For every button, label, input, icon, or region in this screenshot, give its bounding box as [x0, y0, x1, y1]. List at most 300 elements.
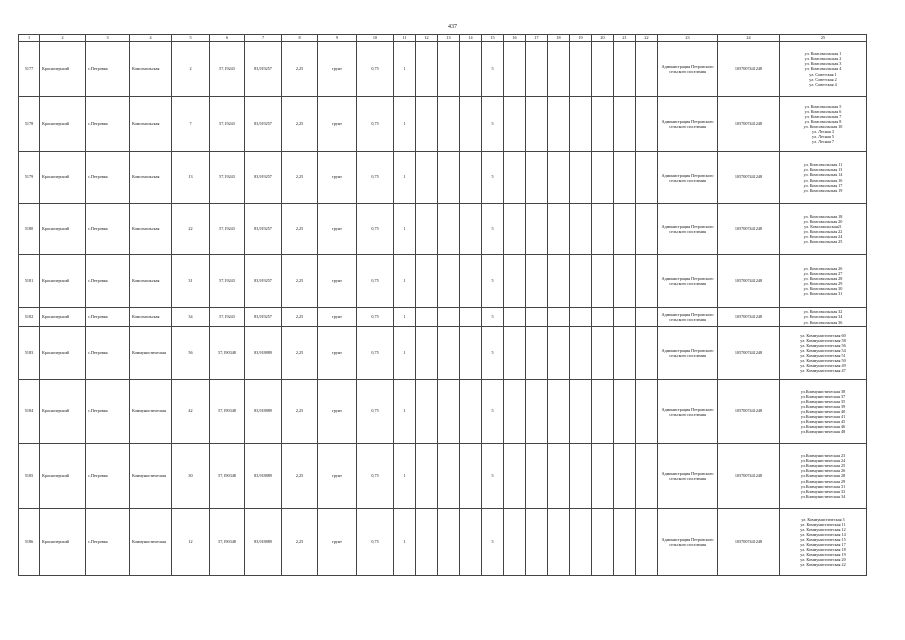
- count-cell: 1: [394, 255, 416, 308]
- district-cell: Краснозерский: [40, 152, 86, 204]
- column-header: 5: [172, 35, 210, 42]
- empty-cell: [504, 380, 526, 444]
- served-street: ул.Коммунистическая 35: [800, 398, 846, 404]
- served-street: ул. Коммунистическая 20: [800, 557, 846, 563]
- served-street: ул.Коммунистическая 45: [800, 419, 846, 425]
- empty-cell: [504, 255, 526, 308]
- served-street: ул.Коммунистическая 29: [800, 478, 846, 484]
- latitude-cell: 57,19243: [210, 97, 245, 152]
- served-streets-cell: [780, 509, 867, 576]
- latitude-cell: 57,19243: [210, 42, 245, 97]
- longitude-cell: 83,919257: [245, 97, 282, 152]
- longitude-cell: 83,919257: [245, 152, 282, 204]
- latitude-cell: 57,190348: [210, 509, 245, 576]
- house-cell: 31: [172, 255, 210, 308]
- empty-cell: [548, 509, 570, 576]
- served-street: ул. Коммунистическая 58: [800, 337, 846, 343]
- served-street: ул. Комсомольская 4: [804, 66, 842, 72]
- column-header: 13: [438, 35, 460, 42]
- empty-cell: [416, 509, 438, 576]
- served-streets-cell: [780, 42, 867, 97]
- column-header: 10: [357, 35, 394, 42]
- table-row: [19, 327, 867, 380]
- empty-cell: [460, 255, 482, 308]
- served-street: ул. Комсомольская 11: [803, 162, 843, 168]
- column-header: 15: [482, 35, 504, 42]
- area-cell: 2,25: [282, 380, 318, 444]
- empty-cell: [460, 327, 482, 380]
- settlement-cell: с.Петровка: [86, 327, 130, 380]
- served-street: ул. Комсомольская 30: [803, 286, 843, 292]
- served-street: ул. Лесная 7: [812, 139, 834, 145]
- house-cell: 12: [172, 509, 210, 576]
- empty-cell: [570, 97, 592, 152]
- volume-cell: 0,75: [357, 255, 394, 308]
- count-cell: 1: [394, 327, 416, 380]
- served-street: ул.Коммунистическая 39: [800, 403, 846, 409]
- empty-cell: [504, 444, 526, 509]
- table-row: [19, 308, 867, 327]
- empty-cell: [614, 42, 636, 97]
- empty-cell: [592, 444, 614, 509]
- empty-cell: [614, 327, 636, 380]
- served-street: ул. Комсомольская 18: [803, 213, 843, 219]
- empty-cell: [548, 152, 570, 204]
- column-header: 17: [526, 35, 548, 42]
- column-header: 1: [19, 35, 40, 42]
- served-street: ул. Комсомольская 32: [803, 309, 843, 315]
- empty-cell: [570, 327, 592, 380]
- surface-cell: грунт: [318, 42, 357, 97]
- empty-cell: [438, 509, 460, 576]
- latitude-cell: 57,190348: [210, 444, 245, 509]
- empty-cell: [438, 308, 460, 327]
- empty-cell: [592, 152, 614, 204]
- served-street: ул. Коммунистическая 12: [800, 526, 846, 532]
- surface-cell: грунт: [318, 97, 357, 152]
- house-cell: 30: [172, 444, 210, 509]
- empty-cell: [460, 308, 482, 327]
- served-street: ул. Комсомольская21: [804, 223, 842, 229]
- admin-cell: Администрация Петровского сельского поселения: [658, 97, 718, 152]
- column-header: 3: [86, 35, 130, 42]
- empty-cell: [592, 42, 614, 97]
- surface-cell: грунт: [318, 152, 357, 204]
- volume-cell: 0,75: [357, 380, 394, 444]
- ogrn-cell: 1057007441248: [718, 204, 780, 255]
- area-cell: 2,25: [282, 204, 318, 255]
- volume-cell: 0,75: [357, 152, 394, 204]
- district-cell: Краснозерский: [40, 380, 86, 444]
- registry-table: [18, 34, 867, 576]
- street-cell: Комсомольская: [130, 152, 172, 204]
- column-header: 7: [245, 35, 282, 42]
- served-street: ул. Комсомольская 16: [803, 177, 843, 183]
- count-cell: 1: [394, 152, 416, 204]
- served-street: ул. Комсомольская 27: [803, 270, 843, 276]
- empty-cell: [614, 380, 636, 444]
- longitude-cell: 83,919257: [245, 42, 282, 97]
- empty-cell: [614, 97, 636, 152]
- column-header: 16: [504, 35, 526, 42]
- empty-cell: [438, 444, 460, 509]
- empty-cell: [460, 204, 482, 255]
- empty-cell: [526, 97, 548, 152]
- settlement-cell: с.Петровка: [86, 380, 130, 444]
- empty-cell: [438, 255, 460, 308]
- latitude-cell: 57,19243: [210, 308, 245, 327]
- table-body: [19, 42, 867, 576]
- served-street: ул. Комсомольская 20: [803, 218, 843, 224]
- row-number-cell: 5178: [19, 97, 40, 152]
- admin-cell: Администрация Петровского сельского поселения: [658, 444, 718, 509]
- value-cell: 5: [482, 204, 504, 255]
- latitude-cell: 57,19243: [210, 152, 245, 204]
- empty-cell: [592, 380, 614, 444]
- volume-cell: 0,75: [357, 327, 394, 380]
- column-header: 8: [282, 35, 318, 42]
- empty-cell: [614, 444, 636, 509]
- surface-cell: грунт: [318, 509, 357, 576]
- empty-cell: [636, 444, 658, 509]
- served-street: ул. Коммунистическая 14: [800, 531, 846, 537]
- settlement-cell: с.Петровка: [86, 509, 130, 576]
- served-street: ул.Коммунистическая 31: [800, 483, 846, 489]
- served-street: ул.Коммунистическая 26: [800, 468, 846, 474]
- surface-cell: грунт: [318, 204, 357, 255]
- column-header: 19: [570, 35, 592, 42]
- row-number-cell: 5183: [19, 327, 40, 380]
- empty-cell: [526, 255, 548, 308]
- column-header: 4: [130, 35, 172, 42]
- empty-cell: [570, 509, 592, 576]
- value-cell: 5: [482, 97, 504, 152]
- served-streets-cell: [780, 204, 867, 255]
- district-cell: Краснозерский: [40, 255, 86, 308]
- row-number-cell: 5184: [19, 380, 40, 444]
- empty-cell: [526, 204, 548, 255]
- served-streets-cell: [780, 152, 867, 204]
- header-row: [19, 35, 867, 42]
- empty-cell: [504, 327, 526, 380]
- value-cell: 5: [482, 327, 504, 380]
- served-street: ул. Коммунистическая 54: [800, 347, 846, 353]
- house-cell: 7: [172, 97, 210, 152]
- value-cell: 5: [482, 255, 504, 308]
- ogrn-cell: 1057007441248: [718, 255, 780, 308]
- empty-cell: [548, 380, 570, 444]
- admin-cell: Администрация Петровского сельского поселения: [658, 308, 718, 327]
- house-cell: 13: [172, 152, 210, 204]
- street-cell: Коммунистическая: [130, 327, 172, 380]
- row-number-cell: 5181: [19, 255, 40, 308]
- admin-cell: Администрация Петровского сельского поселения: [658, 509, 718, 576]
- empty-cell: [614, 308, 636, 327]
- column-header: 22: [636, 35, 658, 42]
- latitude-cell: 57,190348: [210, 327, 245, 380]
- empty-cell: [592, 509, 614, 576]
- district-cell: Краснозерский: [40, 42, 86, 97]
- surface-cell: грунт: [318, 444, 357, 509]
- served-street: ул.Коммунистическая 23: [800, 453, 846, 459]
- column-header: 6: [210, 35, 245, 42]
- served-street: ул. Комсомольская 3: [804, 61, 842, 67]
- count-cell: 1: [394, 97, 416, 152]
- empty-cell: [570, 444, 592, 509]
- value-cell: 5: [482, 380, 504, 444]
- served-street: ул. Коммунистическая 3: [801, 516, 845, 522]
- empty-cell: [548, 97, 570, 152]
- street-cell: Коммунистическая: [130, 444, 172, 509]
- admin-cell: Администрация Петровского сельского поселения: [658, 255, 718, 308]
- value-cell: 5: [482, 42, 504, 97]
- empty-cell: [416, 327, 438, 380]
- latitude-cell: 57,190348: [210, 380, 245, 444]
- volume-cell: 0,75: [357, 308, 394, 327]
- district-cell: Краснозерский: [40, 509, 86, 576]
- empty-cell: [636, 255, 658, 308]
- count-cell: 1: [394, 42, 416, 97]
- served-street: ул. Комсомольская 36: [803, 319, 843, 325]
- count-cell: 1: [394, 444, 416, 509]
- empty-cell: [570, 308, 592, 327]
- area-cell: 2,25: [282, 327, 318, 380]
- served-street: ул. Комсомольская 17: [803, 182, 843, 188]
- empty-cell: [416, 97, 438, 152]
- area-cell: 2,25: [282, 255, 318, 308]
- ogrn-cell: 1057007441248: [718, 97, 780, 152]
- empty-cell: [570, 42, 592, 97]
- empty-cell: [592, 204, 614, 255]
- empty-cell: [504, 152, 526, 204]
- table-row: [19, 509, 867, 576]
- row-number-cell: 5180: [19, 204, 40, 255]
- empty-cell: [592, 327, 614, 380]
- empty-cell: [570, 204, 592, 255]
- empty-cell: [526, 42, 548, 97]
- served-street: ул. Комсомольская 10: [803, 124, 843, 129]
- surface-cell: грунт: [318, 255, 357, 308]
- empty-cell: [526, 380, 548, 444]
- empty-cell: [438, 97, 460, 152]
- street-cell: Комсомольская: [130, 255, 172, 308]
- served-street: ул. Коммунистическая 18: [800, 547, 846, 553]
- empty-cell: [504, 97, 526, 152]
- served-streets-cell: [780, 308, 867, 327]
- empty-cell: [416, 444, 438, 509]
- count-cell: 1: [394, 308, 416, 327]
- table-row: [19, 42, 867, 97]
- admin-cell: Администрация Петровского сельского поселения: [658, 152, 718, 204]
- ogrn-cell: 1057007441248: [718, 327, 780, 380]
- column-header: 20: [592, 35, 614, 42]
- empty-cell: [526, 152, 548, 204]
- column-header: 21: [614, 35, 636, 42]
- house-cell: 22: [172, 204, 210, 255]
- ogrn-cell: 1057007441248: [718, 380, 780, 444]
- empty-cell: [460, 42, 482, 97]
- empty-cell: [504, 42, 526, 97]
- street-cell: Комсомольская: [130, 42, 172, 97]
- served-street: ул. Комсомольская 24: [803, 234, 843, 240]
- table-row: [19, 152, 867, 204]
- empty-cell: [636, 152, 658, 204]
- empty-cell: [460, 380, 482, 444]
- settlement-cell: с.Петровка: [86, 444, 130, 509]
- empty-cell: [570, 255, 592, 308]
- house-cell: 56: [172, 327, 210, 380]
- ogrn-cell: 1057007441248: [718, 42, 780, 97]
- page-number: 437: [448, 24, 457, 30]
- empty-cell: [614, 255, 636, 308]
- served-street: ул.Коммунистическая 37: [800, 393, 846, 399]
- table-row: [19, 380, 867, 444]
- longitude-cell: 83,919257: [245, 255, 282, 308]
- area-cell: 2,25: [282, 152, 318, 204]
- ogrn-cell: 1057007441248: [718, 444, 780, 509]
- empty-cell: [636, 380, 658, 444]
- served-streets-cell: [780, 444, 867, 509]
- empty-cell: [416, 42, 438, 97]
- served-street: ул. Коммунистическая 15: [800, 536, 846, 542]
- column-header: 14: [460, 35, 482, 42]
- empty-cell: [548, 42, 570, 97]
- ogrn-cell: 1057007441248: [718, 509, 780, 576]
- empty-cell: [504, 308, 526, 327]
- longitude-cell: 83,919257: [245, 204, 282, 255]
- latitude-cell: 57,19243: [210, 204, 245, 255]
- served-street: ул. Комсомольская 14: [803, 172, 843, 178]
- served-street: ул. Комсомольская 6: [804, 108, 842, 114]
- surface-cell: грунт: [318, 327, 357, 380]
- ogrn-cell: 1057007441248: [718, 308, 780, 327]
- house-cell: 42: [172, 380, 210, 444]
- settlement-cell: с.Петровка: [86, 42, 130, 97]
- column-header: 12: [416, 35, 438, 42]
- empty-cell: [438, 380, 460, 444]
- column-header: 24: [718, 35, 780, 42]
- empty-cell: [548, 204, 570, 255]
- house-cell: 34: [172, 308, 210, 327]
- row-number-cell: 5185: [19, 444, 40, 509]
- empty-cell: [636, 327, 658, 380]
- empty-cell: [504, 204, 526, 255]
- settlement-cell: с.Петровка: [86, 308, 130, 327]
- count-cell: 1: [394, 509, 416, 576]
- count-cell: 1: [394, 380, 416, 444]
- served-street: ул. Комсомольская 19: [803, 187, 843, 193]
- value-cell: 5: [482, 509, 504, 576]
- longitude-cell: 83,918889: [245, 509, 282, 576]
- empty-cell: [526, 308, 548, 327]
- admin-cell: Администрация Петровского сельского поселения: [658, 327, 718, 380]
- served-street: ул.Коммунистическая 25: [800, 463, 846, 469]
- district-cell: Краснозерский: [40, 444, 86, 509]
- served-streets-cell: [780, 380, 867, 444]
- served-street: ул.Коммунистическая 48: [800, 429, 846, 435]
- empty-cell: [592, 97, 614, 152]
- empty-cell: [614, 509, 636, 576]
- surface-cell: грунт: [318, 380, 357, 444]
- empty-cell: [592, 255, 614, 308]
- street-cell: Комсомольская: [130, 204, 172, 255]
- latitude-cell: 57,19243: [210, 255, 245, 308]
- empty-cell: [548, 444, 570, 509]
- served-street: ул. Комсомольская 5: [804, 103, 842, 109]
- empty-cell: [416, 255, 438, 308]
- empty-cell: [614, 204, 636, 255]
- served-street: ул. Советская 2: [809, 76, 837, 82]
- empty-cell: [526, 509, 548, 576]
- table-row: [19, 255, 867, 308]
- column-header: 18: [548, 35, 570, 42]
- served-street: ул. Коммунистическая 22: [800, 562, 846, 568]
- admin-cell: Администрация Петровского сельского поселения: [658, 42, 718, 97]
- served-street: ул. Коммунистическая 17: [800, 542, 846, 547]
- empty-cell: [570, 380, 592, 444]
- served-street: ул. Комсомольская 28: [803, 275, 843, 281]
- served-street: ул.Коммунистическая 38: [800, 388, 846, 394]
- area-cell: 2,25: [282, 444, 318, 509]
- volume-cell: 0,75: [357, 42, 394, 97]
- served-street: ул. Комсомольская 1: [804, 51, 842, 57]
- served-street: ул. Коммунистическая 47: [800, 368, 846, 374]
- empty-cell: [416, 152, 438, 204]
- area-cell: 2,25: [282, 97, 318, 152]
- district-cell: Краснозерский: [40, 97, 86, 152]
- empty-cell: [636, 509, 658, 576]
- district-cell: Краснозерский: [40, 327, 86, 380]
- served-streets-cell: [780, 97, 867, 152]
- row-number-cell: 5179: [19, 152, 40, 204]
- empty-cell: [526, 327, 548, 380]
- served-street: ул. Коммунистическая 49: [800, 363, 846, 369]
- served-street: ул. Коммунистическая 11: [800, 521, 846, 527]
- served-street: ул. Лесная 3: [812, 129, 834, 135]
- column-header: 11: [394, 35, 416, 42]
- empty-cell: [548, 255, 570, 308]
- served-street: ул.Коммунистическая 46: [800, 424, 846, 430]
- served-street: ул. Советская 4: [809, 81, 837, 87]
- column-header: 25: [780, 35, 867, 42]
- served-street: ул.Коммунистическая 40: [800, 408, 846, 414]
- empty-cell: [548, 327, 570, 380]
- empty-cell: [614, 152, 636, 204]
- volume-cell: 0,75: [357, 444, 394, 509]
- served-street: ул. Коммунистическая 51: [800, 353, 846, 358]
- served-streets-cell: [780, 327, 867, 380]
- empty-cell: [548, 308, 570, 327]
- served-street: ул. Комсомольская 31: [803, 291, 843, 297]
- served-street: ул. Лесная 5: [812, 134, 834, 140]
- served-street: ул. Коммунистическая 56: [800, 342, 846, 348]
- area-cell: 2,25: [282, 42, 318, 97]
- street-cell: Коммунистическая: [130, 380, 172, 444]
- row-number-cell: 5177: [19, 42, 40, 97]
- district-cell: Краснозерский: [40, 204, 86, 255]
- empty-cell: [526, 444, 548, 509]
- longitude-cell: 83,918889: [245, 327, 282, 380]
- empty-cell: [438, 204, 460, 255]
- served-street: ул. Комсомольская 26: [803, 265, 843, 271]
- area-cell: 2,25: [282, 308, 318, 327]
- served-street: ул.Коммунистическая 34: [800, 493, 846, 499]
- served-street: ул.Коммунистическая 28: [800, 473, 846, 479]
- admin-cell: Администрация Петровского сельского поселения: [658, 204, 718, 255]
- column-header: 2: [40, 35, 86, 42]
- street-cell: Комсомольская: [130, 308, 172, 327]
- served-street: ул. Комсомольская 2: [804, 56, 842, 62]
